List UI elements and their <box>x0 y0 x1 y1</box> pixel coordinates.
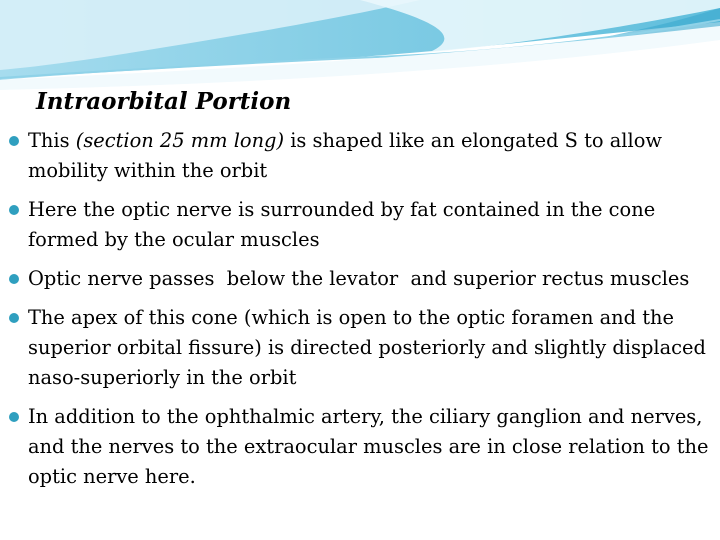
bullet-text: In addition to the ophthalmic artery, the ciliary ganglion and nerves, and the nerves to the extraocular muscles are in close relation to the optic nerve here. <box>28 405 709 488</box>
header-wave-decoration <box>0 0 720 100</box>
bullet-dot-icon <box>9 412 19 422</box>
bullet-item-apex <box>8 303 712 393</box>
bullet-item-fat <box>8 195 712 255</box>
bullet-text: The apex of this cone (which is open to the optic foramen and the superior orbital fissure) is directed posteriorly and slightly displaced naso-superiorly in the orbit <box>28 306 706 389</box>
bullet-text-before: This <box>28 129 76 152</box>
bullet-text: Optic nerve passes below the levator and superior rectus muscles <box>28 267 690 290</box>
bullet-dot-icon <box>9 136 19 146</box>
bullet-text-after: is shaped like an elongated S to allow mobility within the orbit <box>28 129 662 182</box>
slide-title: Intraorbital Portion <box>36 88 292 115</box>
bullet-dot-icon <box>9 205 19 215</box>
bullet-dot-icon <box>9 313 19 323</box>
bullet-dot-icon <box>9 274 19 284</box>
bullet-list <box>8 126 712 501</box>
bullet-text-italic: (section 25 mm long) <box>75 129 285 152</box>
bullet-text: Here the optic nerve is surrounded by fat contained in the cone formed by the ocular muscles <box>28 198 656 251</box>
bullet-item-levator <box>8 264 712 294</box>
bullet-item-length <box>8 126 712 186</box>
bullet-item-relations <box>8 402 712 492</box>
